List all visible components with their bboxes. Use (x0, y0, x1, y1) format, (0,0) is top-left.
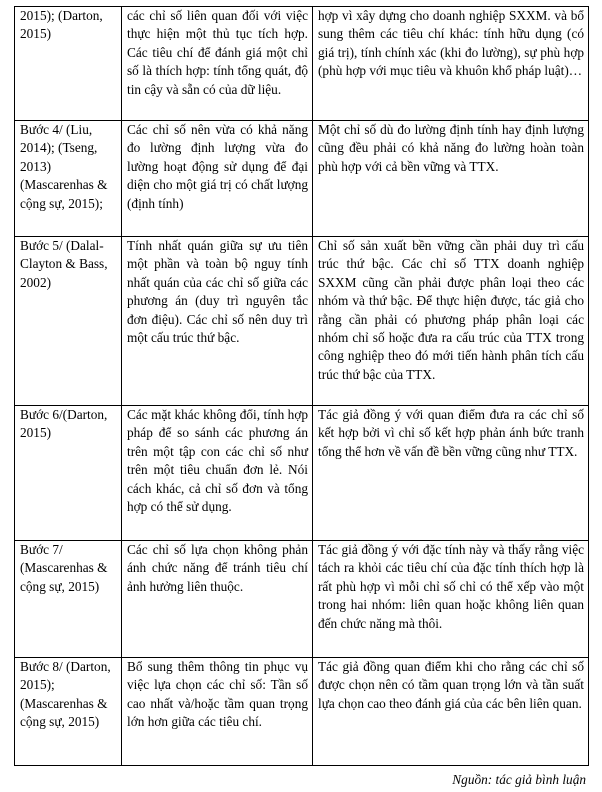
comment-cell: Chỉ số sản xuất bền vững cần phải duy trì cấu trúc thứ bậc. Các chỉ số TTX doanh nghiệp SXXM cũng cần phải được phân loại theo các nhóm và thứ bậc. Để thực hiện được, tác giả cho rằng cần phải có phương pháp phân loại các nhóm chỉ số hoặc đưa ra cấu trúc của TTX trong công nghiệp theo đó mới tiến hành phân tích cấu trúc thứ bậc của TTX. (313, 237, 589, 406)
step-cell: Bước 5/ (Dalal-Clayton & Bass, 2002) (15, 237, 122, 406)
criteria-cell: Các mặt khác không đổi, tính hợp pháp để so sánh các phương án trên một tập con các chỉ số như trên một tiêu chuẩn đơn lẻ. Nói cách khác, cả chỉ số đơn và tổng hợp có thể sử dụng. (122, 406, 313, 541)
comment-cell: Một chỉ số dù đo lường định tính hay định lượng cũng đều phải có khả năng đo lường hoàn toàn phù hợp với cả bền vững và TTX. (313, 121, 589, 237)
table-row (15, 237, 589, 406)
criteria-table (14, 6, 589, 766)
table-row (15, 658, 589, 766)
step-cell: Bước 8/ (Darton, 2015); (Mascarenhas & cộng sự, 2015) (15, 658, 122, 766)
criteria-cell: Bổ sung thêm thông tin phục vụ việc lựa chọn các chỉ số: Tần số cao nhất và/hoặc tầm quan trọng lớn hơn giữa các tiêu chí. (122, 658, 313, 766)
criteria-cell: Tính nhất quán giữa sự ưu tiên một phần và toàn bộ nguy tính nhất quán của các chỉ số giữa các phương án (duy trì nguyên tắc đơn điệu). Các chỉ số nên duy trì một cấu trúc thứ bậc. (122, 237, 313, 406)
criteria-cell: Các chỉ số lựa chọn không phản ánh chức năng để tránh tiêu chí ảnh hưởng liên thuộc. (122, 541, 313, 658)
comment-cell: Tác giả đồng ý với đặc tính này và thấy rằng việc tách ra khỏi các tiêu chí của đặc tính thích hợp là rất phù hợp vì mỗi chỉ số chỉ có thể xếp vào một trong hai nhóm: liên quan hoặc không liên quan đến chức năng mà thôi. (313, 541, 589, 658)
criteria-cell: các chỉ số liên quan đối với việc thực hiện một thủ tục tích hợp. Các tiêu chí để đánh giá một chỉ số là thích hợp: tính tổng quát, độ tin cậy và sẵn có của dữ liệu. (122, 7, 313, 121)
step-cell: Bước 7/ (Mascarenhas & cộng sự, 2015) (15, 541, 122, 658)
table-row (15, 406, 589, 541)
step-cell: Bước 4/ (Liu, 2014); (Tseng, 2013) (Mascarenhas & cộng sự, 2015); (15, 121, 122, 237)
table-row (15, 121, 589, 237)
source-note: Nguồn: tác giả bình luận (452, 772, 586, 787)
comment-cell: Tác giả đồng ý với quan điểm đưa ra các chỉ số kết hợp bởi vì chỉ số kết hợp phản ánh bức tranh tổng thể hơn về vấn đề bền vững cũng như TTX. (313, 406, 589, 541)
step-cell: 2015); (Darton, 2015) (15, 7, 122, 121)
comment-cell: hợp vì xây dựng cho doanh nghiệp SXXM. và bổ sung thêm các tiêu chí khác: tính hữu dụng (có giá trị), tính chính xác (khi đo lường), sự phù hợp (phù hợp với mục tiêu và khuôn khổ pháp luật)… (313, 7, 589, 121)
table-row (15, 541, 589, 658)
comment-cell: Tác giả đồng quan điểm khi cho rằng các chỉ số được chọn nên có tầm quan trọng lớn và tần suất lựa chọn cao theo đánh giá của các bên liên quan. (313, 658, 589, 766)
table-row (15, 7, 589, 121)
criteria-cell: Các chỉ số nên vừa có khả năng đo lường định lượng vừa đo lường hoạt động sử dụng để đại diện cho một giá trị có chất lượng (định tính) (122, 121, 313, 237)
step-cell: Bước 6/(Darton, 2015) (15, 406, 122, 541)
